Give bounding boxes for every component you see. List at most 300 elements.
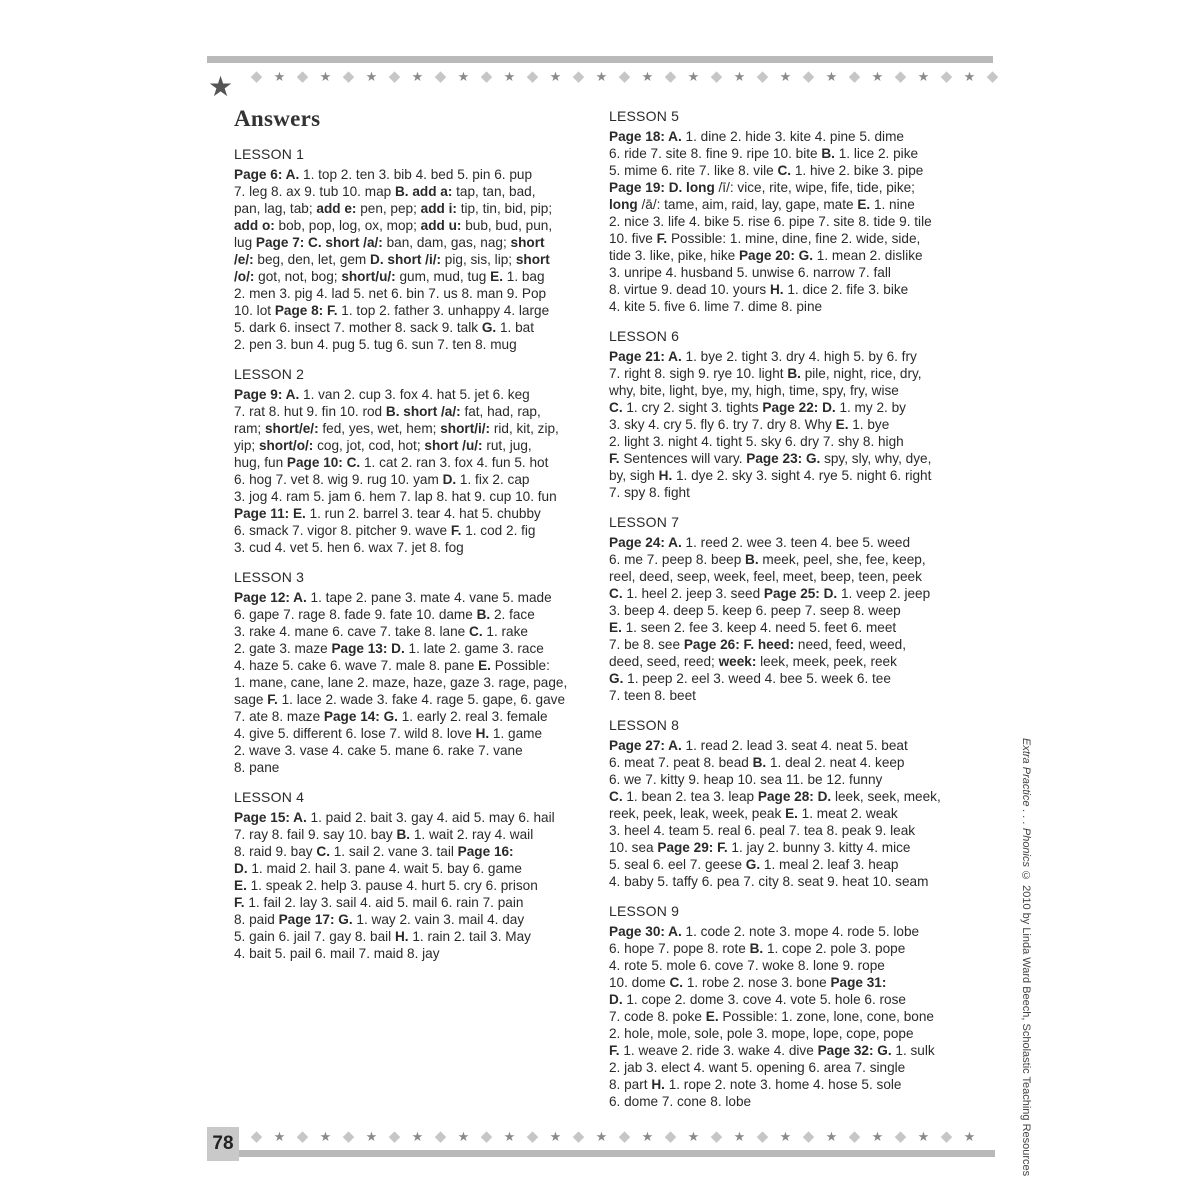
answer-text: lug — [234, 235, 256, 250]
lesson-block — [609, 514, 969, 704]
answer-text: 7. spy 8. fight — [609, 485, 690, 500]
answer-line — [234, 471, 594, 488]
answer-line — [609, 450, 969, 467]
answer-key-label: Page 10: C. — [286, 455, 361, 470]
answer-text: 10. sea — [609, 840, 658, 855]
answers-column-left — [234, 146, 594, 975]
answer-key-label: Page 16: — [457, 844, 514, 859]
answer-line — [234, 843, 594, 860]
answer-key-label: Page 9: A. — [234, 387, 300, 402]
answer-line — [234, 928, 594, 945]
answer-text: 6. dome 7. cone 8. lobe — [609, 1094, 752, 1109]
answer-line — [609, 484, 969, 501]
lesson-title: LESSON 2 — [234, 366, 305, 382]
answer-text: need, feed, weed, — [794, 637, 906, 652]
answer-text: 1. reed 2. wee 3. teen 4. bee 5. weed — [681, 535, 911, 550]
answer-text: bub, bud, pun, — [461, 218, 553, 233]
answer-text: 3. rake 4. mane 6. cave 7. take 8. lane — [234, 624, 470, 639]
answer-text: 10. dome — [609, 975, 670, 990]
star-icon: ★ — [641, 1129, 654, 1144]
diamond-icon: ◆ — [296, 68, 309, 85]
answer-text: Possible: 1. zone, lone, cone, bone — [718, 1009, 934, 1024]
star-icon: ★ — [779, 69, 792, 84]
answer-text: 1. fix 2. cap — [456, 472, 530, 487]
diamond-icon: ◆ — [296, 1128, 309, 1145]
answer-text: 7. ate 8. maze — [234, 709, 324, 724]
answer-line — [234, 759, 594, 776]
answer-line — [234, 420, 594, 437]
answer-line — [609, 467, 969, 484]
diamond-icon: ◆ — [526, 68, 539, 85]
answer-line — [234, 742, 594, 759]
answer-line — [234, 589, 594, 606]
answer-text: 1. my 2. by — [835, 400, 906, 415]
answer-line — [234, 877, 594, 894]
answer-line — [609, 788, 969, 805]
answer-line — [234, 251, 594, 268]
lesson-title: LESSON 8 — [609, 717, 680, 733]
answer-line — [234, 522, 594, 539]
lesson-block — [609, 717, 969, 890]
answer-key-label: Page 12: A. — [234, 590, 307, 605]
diamond-icon: ◆ — [572, 1128, 585, 1145]
diamond-icon: ◆ — [802, 1128, 815, 1145]
answer-key-label: Page 18: A. — [609, 129, 682, 144]
diamond-icon: ◆ — [802, 68, 815, 85]
lesson-block — [234, 789, 594, 962]
answer-text: 4. baby 5. taffy 6. pea 7. city 8. seat 9. heat 10. seam — [609, 874, 929, 889]
answer-text: 1. tape 2. pane 3. mate 4. vane 5. made — [306, 590, 552, 605]
answer-key-label: Page 24: A. — [609, 535, 682, 550]
answer-text: 8. pane — [234, 760, 280, 775]
answer-key-label: /o/: — [234, 269, 255, 284]
answer-line — [609, 1093, 969, 1110]
answer-text: 1. bean 2. tea 3. leap — [622, 789, 758, 804]
diamond-icon: ◆ — [848, 1128, 861, 1145]
answer-line — [609, 991, 969, 1008]
answer-key-label: C. — [609, 789, 623, 804]
answer-text: 5. seal 6. eel 7. geese — [609, 857, 746, 872]
star-icon: ★ — [825, 69, 838, 84]
answer-key-label: Page 13: D. — [331, 641, 405, 656]
answer-text: sage — [234, 692, 268, 707]
answer-line — [234, 606, 594, 623]
answer-text: bob, pop, log, ox, mop; — [274, 218, 421, 233]
diamond-icon: ◆ — [618, 68, 631, 85]
diamond-icon: ◆ — [664, 1128, 677, 1145]
answer-text: 10. lot — [234, 303, 275, 318]
answer-line — [234, 911, 594, 928]
answer-text: 1. heel 2. jeep 3. seed — [622, 586, 764, 601]
lesson-title: LESSON 4 — [234, 789, 305, 805]
answer-line — [609, 940, 969, 957]
answer-line — [234, 386, 594, 403]
answer-text: 1. van 2. cup 3. fox 4. hat 5. jet 6. keg — [299, 387, 530, 402]
answer-key-label: Page 11: E. — [234, 506, 306, 521]
answer-line — [609, 754, 969, 771]
answer-text: 1. robe 2. nose 3. bone — [683, 975, 831, 990]
diamond-icon: ◆ — [940, 68, 953, 85]
star-icon: ★ — [595, 1129, 608, 1144]
star-icon: ★ — [365, 69, 378, 84]
answer-text: leek, meek, peek, reek — [756, 654, 897, 669]
answer-text: 3. jog 4. ram 5. jam 6. hem 7. lap 8. hat 9. cup 10. fun — [234, 489, 557, 504]
answer-line — [609, 957, 969, 974]
answer-text: tap, tan, bad, — [452, 184, 536, 199]
diamond-icon: ◆ — [986, 68, 999, 85]
answer-key-label: Page 15: A. — [234, 810, 307, 825]
answer-line — [609, 348, 969, 365]
answer-text: pig, sis, lip; — [441, 252, 516, 267]
answer-text: 1. hive 2. bike 3. pipe — [791, 163, 924, 178]
book-title: Extra Practice . . . Phonics — [1020, 738, 1032, 867]
answer-text: tip, tin, bid, pip; — [456, 201, 553, 216]
answer-text: 2. hole, mole, sole, pole 3. mope, lope, cope, pope — [609, 1026, 914, 1041]
answer-key-label: B. — [787, 366, 801, 381]
answer-text: 2. pen 3. bun 4. pug 5. tug 6. sun 7. ten 8. mug — [234, 337, 517, 352]
answer-text: reek, peek, leak, week, peak — [609, 806, 786, 821]
copyright-credit — [1020, 738, 1032, 1176]
answer-key-label: add i: — [420, 201, 457, 216]
diamond-icon: ◆ — [388, 68, 401, 85]
answer-text: 6. gape 7. rage 8. fade 9. fate 10. dame — [234, 607, 477, 622]
answer-key-label: G. — [609, 671, 624, 686]
diamond-icon: ◆ — [756, 1128, 769, 1145]
answer-line — [609, 162, 969, 179]
star-icon: ★ — [273, 69, 286, 84]
diamond-icon: ◆ — [480, 1128, 493, 1145]
answer-text: 1. early 2. real 3. female — [397, 709, 548, 724]
answer-key-label: F. — [234, 895, 245, 910]
answer-line — [234, 302, 594, 319]
answer-text: tide 3. like, pike, hike — [609, 248, 739, 263]
answer-line — [234, 437, 594, 454]
answer-key-label: B. — [476, 607, 491, 622]
answer-text: fed, yes, wet, hem; — [318, 421, 441, 436]
answer-text: 7. be 8. see — [609, 637, 684, 652]
answer-line — [234, 708, 594, 725]
answer-line — [609, 196, 969, 213]
answer-text: gum, mud, tug — [395, 269, 491, 284]
answer-key-label: add u: — [420, 218, 462, 233]
answer-text: hug, fun — [234, 455, 287, 470]
answer-key-label: E. — [478, 658, 491, 673]
answer-text: 1. late 2. game 3. race — [404, 641, 544, 656]
answer-text: meek, peel, she, fee, keep, — [758, 552, 926, 567]
answer-key-label: short /u/: — [424, 438, 483, 453]
answer-line — [609, 653, 969, 670]
answer-key-label: H. — [475, 726, 490, 741]
answer-text: 4. rote 5. mole 6. cove 7. woke 8. lone 9. rope — [609, 958, 885, 973]
answer-key-label: Page 25: D. — [763, 586, 838, 601]
answer-line — [609, 585, 969, 602]
answer-text: 1. read 2. lead 3. seat 4. neat 5. beat — [681, 738, 908, 753]
answer-text: by, sigh — [609, 468, 659, 483]
answer-key-label: Page 32: G. — [817, 1043, 892, 1058]
answer-text: 1. rain 2. tail 3. May — [408, 929, 531, 944]
answer-text: 2. jab 3. elect 4. want 5. opening 6. area 7. single — [609, 1060, 906, 1075]
answer-line — [234, 539, 594, 556]
answer-text: rid, kit, zip, — [490, 421, 559, 436]
answer-text: 1. sulk — [891, 1043, 935, 1058]
answer-key-label: short — [515, 252, 550, 267]
answer-key-label: G. — [481, 320, 497, 335]
answer-key-label: B. short /a/: — [385, 404, 461, 419]
answer-line — [234, 403, 594, 420]
answer-key-label: B. — [752, 755, 767, 770]
answer-line — [609, 534, 969, 551]
answer-text: leek, seek, meek, — [831, 789, 941, 804]
answer-line — [234, 268, 594, 285]
diamond-icon: ◆ — [894, 68, 907, 85]
answer-line — [609, 382, 969, 399]
answer-text: 3. heel 4. team 5. real 6. peal 7. tea 8. peak 9. leak — [609, 823, 916, 838]
star-icon: ★ — [917, 69, 930, 84]
answer-text: pile, night, rice, dry, — [800, 366, 922, 381]
answer-key-label: C. — [316, 844, 330, 859]
answer-text: 7. ray 8. fail 9. say 10. bay — [234, 827, 397, 842]
answer-line — [609, 399, 969, 416]
answer-line — [234, 725, 594, 742]
answer-text: 1. dice 2. fife 3. bike — [783, 282, 909, 297]
star-icon: ★ — [641, 69, 654, 84]
answer-line — [609, 687, 969, 704]
answer-key-label: F. — [450, 523, 462, 538]
answer-text: rut, jug, — [482, 438, 532, 453]
answer-text: 1. top 2. ten 3. bib 4. bed 5. pin 6. pup — [299, 167, 533, 182]
answer-text: yip; — [234, 438, 259, 453]
star-icon: ★ — [503, 69, 516, 84]
answer-line — [234, 488, 594, 505]
answer-key-label: E. — [609, 620, 622, 635]
star-icon: ★ — [733, 1129, 746, 1144]
answer-text: 1. wait 2. ray 4. wail — [410, 827, 534, 842]
answer-line — [234, 505, 594, 522]
diamond-icon: ◆ — [388, 1128, 401, 1145]
star-icon: ★ — [963, 69, 976, 84]
answer-text: 4. kite 5. five 6. lime 7. dime 8. pine — [609, 299, 823, 314]
answer-line — [609, 873, 969, 890]
answer-key-label: Page 21: A. — [609, 349, 682, 364]
answer-text: 7. teen 8. beet — [609, 688, 696, 703]
answer-line — [609, 281, 969, 298]
answer-text: ram; — [234, 421, 265, 436]
answer-line — [234, 319, 594, 336]
answer-key-label: E. — [857, 197, 871, 212]
answer-text: 2. nice 3. life 4. bike 5. rise 6. pipe 7. site 8. tide 9. tile — [609, 214, 932, 229]
diamond-icon: ◆ — [710, 1128, 723, 1145]
answer-key-label: F. — [609, 451, 620, 466]
star-icon: ★ — [319, 69, 332, 84]
answer-line — [609, 636, 969, 653]
answer-text: 4. bait 5. pail 6. mail 7. maid 8. jay — [234, 946, 440, 961]
bottom-border-bar — [239, 1150, 995, 1157]
answer-line — [234, 454, 594, 471]
answer-line — [609, 839, 969, 856]
lesson-block — [609, 328, 969, 501]
answer-text: 2. face — [490, 607, 535, 622]
answer-key-label: Page 26: F. heed: — [683, 637, 795, 652]
answer-line — [234, 809, 594, 826]
answer-text: 1. mean 2. dislike — [813, 248, 923, 263]
diamond-icon: ◆ — [572, 68, 585, 85]
answer-key-label: H. — [394, 929, 409, 944]
answer-line — [234, 674, 594, 691]
answer-key-label: Page 8: F. — [274, 303, 338, 318]
answer-line — [234, 894, 594, 911]
answer-text: 6. we 7. kitty 9. heap 10. sea 11. be 12. funny — [609, 772, 883, 787]
answer-key-label: C. — [609, 586, 623, 601]
answer-line — [609, 602, 969, 619]
answer-line — [609, 247, 969, 264]
answer-line — [609, 1042, 969, 1059]
answer-key-label: Page 27: A. — [609, 738, 682, 753]
answer-line — [609, 568, 969, 585]
answer-text: 1. weave 2. ride 3. wake 4. dive — [619, 1043, 818, 1058]
answer-line — [234, 826, 594, 843]
diamond-icon: ◆ — [894, 1128, 907, 1145]
answer-key-label: Page 30: A. — [609, 924, 682, 939]
answer-key-label: B. — [749, 941, 764, 956]
answer-text: 1. cope 2. dome 3. cove 4. vote 5. hole 6. rose — [622, 992, 906, 1007]
answer-text: 5. mime 6. rite 7. like 8. vile — [609, 163, 778, 178]
diamond-icon: ◆ — [664, 68, 677, 85]
answer-text: 1. game — [489, 726, 543, 741]
answer-line — [609, 737, 969, 754]
star-icon: ★ — [457, 69, 470, 84]
answer-text: 1. meat 2. weak — [797, 806, 898, 821]
answer-text: 6. hog 7. vet 8. wig 9. rug 10. yam — [234, 472, 443, 487]
star-icon: ★ — [963, 1129, 976, 1144]
answer-key-label: Page 6: A. — [234, 167, 300, 182]
top-border-bar — [207, 56, 993, 63]
answer-key-label: F. — [609, 1043, 620, 1058]
lesson-block — [234, 366, 594, 556]
star-icon: ★ — [825, 1129, 838, 1144]
answer-text: 1. maid 2. hail 3. pane 4. wait 5. bay 6. game — [247, 861, 522, 876]
star-icon: ★ — [687, 69, 700, 84]
answer-text: 5. dark 6. insect 7. mother 8. sack 9. talk — [234, 320, 482, 335]
lesson-title: LESSON 5 — [609, 108, 680, 124]
answer-line — [609, 264, 969, 281]
answer-text: 6. ride 7. site 8. fine 9. ripe 10. bite — [609, 146, 822, 161]
diamond-icon: ◆ — [480, 68, 493, 85]
star-icon: ★ — [411, 1129, 424, 1144]
answer-key-label: Page 28: D. — [757, 789, 832, 804]
answer-text: spy, sly, why, dye, — [820, 451, 932, 466]
answer-key-label: Page 22: D. — [762, 400, 836, 415]
answer-key-label: C. — [469, 624, 483, 639]
answer-text: 3. beep 4. deep 5. keep 6. peep 7. seep 8. weep — [609, 603, 901, 618]
page-title: Answers — [234, 106, 321, 131]
answer-key-label: B. — [745, 552, 759, 567]
diamond-icon: ◆ — [250, 68, 263, 85]
answer-text: 8. virtue 9. dead 10. yours — [609, 282, 770, 297]
answer-text: 6. meat 7. peat 8. bead — [609, 755, 753, 770]
star-icon: ★ — [457, 1129, 470, 1144]
diamond-icon: ◆ — [434, 68, 447, 85]
answer-text: Sentences will vary. — [619, 451, 747, 466]
diamond-icon: ◆ — [848, 68, 861, 85]
star-icon: ★ — [687, 1129, 700, 1144]
answer-line — [609, 856, 969, 873]
answer-line — [234, 217, 594, 234]
answer-key-label: week: — [718, 654, 757, 669]
lesson-title: LESSON 3 — [234, 569, 305, 585]
answer-text: 1. rope 2. note 3. home 4. hose 5. sole — [664, 1077, 902, 1092]
diamond-icon: ◆ — [618, 1128, 631, 1145]
answer-text: 1. meal 2. leaf 3. heap — [760, 857, 899, 872]
answer-line — [234, 200, 594, 217]
answer-text: 2. light 3. night 4. tight 5. sky 6. dry 7. shy 8. high — [609, 434, 904, 449]
answer-key-label: H. — [658, 468, 673, 483]
answer-text: 7. right 8. sigh 9. rye 10. light — [609, 366, 788, 381]
lesson-block — [234, 569, 594, 776]
answer-key-label: C. — [609, 400, 623, 415]
answer-key-label: G. — [745, 857, 761, 872]
answer-text: 1. deal 2. neat 4. keep — [766, 755, 905, 770]
answer-key-label: E. — [234, 878, 247, 893]
answer-key-label: long — [609, 197, 638, 212]
answer-text: beg, den, let, gem — [253, 252, 371, 267]
answer-text: 1. bag — [502, 269, 545, 284]
answer-text: 1. bye 2. tight 3. dry 4. high 5. by 6. fry — [681, 349, 917, 364]
answer-text: 3. unripe 4. husband 5. unwise 6. narrow 7. fall — [609, 265, 891, 280]
answer-line — [609, 213, 969, 230]
answer-key-label: short/i/: — [440, 421, 491, 436]
answer-text: 1. paid 2. bait 3. gay 4. aid 5. may 6. hail — [306, 810, 555, 825]
answer-text: 8. raid 9. bay — [234, 844, 317, 859]
star-icon: ★ — [917, 1129, 930, 1144]
answer-text: deed, seed, reed; — [609, 654, 719, 669]
answer-text: 6. smack 7. vigor 8. pitcher 9. wave — [234, 523, 451, 538]
star-icon: ★ — [779, 1129, 792, 1144]
answer-text: Possible: — [490, 658, 550, 673]
answer-line — [609, 1059, 969, 1076]
lesson-title: LESSON 6 — [609, 328, 680, 344]
answer-text: 1. veep 2. jeep — [837, 586, 931, 601]
answer-key-label: H. — [651, 1077, 665, 1092]
answer-key-label: C. — [777, 163, 792, 178]
answer-key-label: F. — [267, 692, 278, 707]
answer-text: 4. haze 5. cake 6. wave 7. male 8. pane — [234, 658, 479, 673]
answer-key-label: Page 7: C. short /a/: — [255, 235, 383, 250]
answer-text: 1. lice 2. pike — [834, 146, 919, 161]
answer-key-label: /e/: — [234, 252, 254, 267]
answer-text: 6. me 7. peep 8. beep — [609, 552, 746, 567]
answer-key-label: C. — [669, 975, 684, 990]
star-icon: ★ — [319, 1129, 332, 1144]
answer-text: 1. peep 2. eel 3. weed 4. bee 5. week 6. tee — [623, 671, 891, 686]
page-number: 78 — [207, 1127, 239, 1161]
diamond-icon: ◆ — [250, 1128, 263, 1145]
diamond-icon: ◆ — [526, 1128, 539, 1145]
answer-key-label: add e: — [316, 201, 357, 216]
star-icon: ★ — [365, 1129, 378, 1144]
answer-text: 1. cat 2. ran 3. fox 4. fun 5. hot — [360, 455, 549, 470]
answer-key-label: B. — [396, 827, 411, 842]
answer-line — [609, 416, 969, 433]
answer-text: 2. men 3. pig 4. lad 5. net 6. bin 7. us 8. man 9. Pop — [234, 286, 547, 301]
lesson-title: LESSON 1 — [234, 146, 305, 162]
answer-text: pen, pep; — [356, 201, 421, 216]
answer-text: got, not, bog; — [254, 269, 342, 284]
answer-key-label: F. — [656, 231, 668, 246]
answer-text: pan, lag, tab; — [234, 201, 317, 216]
top-ornament-row — [245, 67, 1004, 87]
answer-text: 1. cry 2. sight 3. tights — [622, 400, 763, 415]
star-icon: ★ — [549, 69, 562, 84]
